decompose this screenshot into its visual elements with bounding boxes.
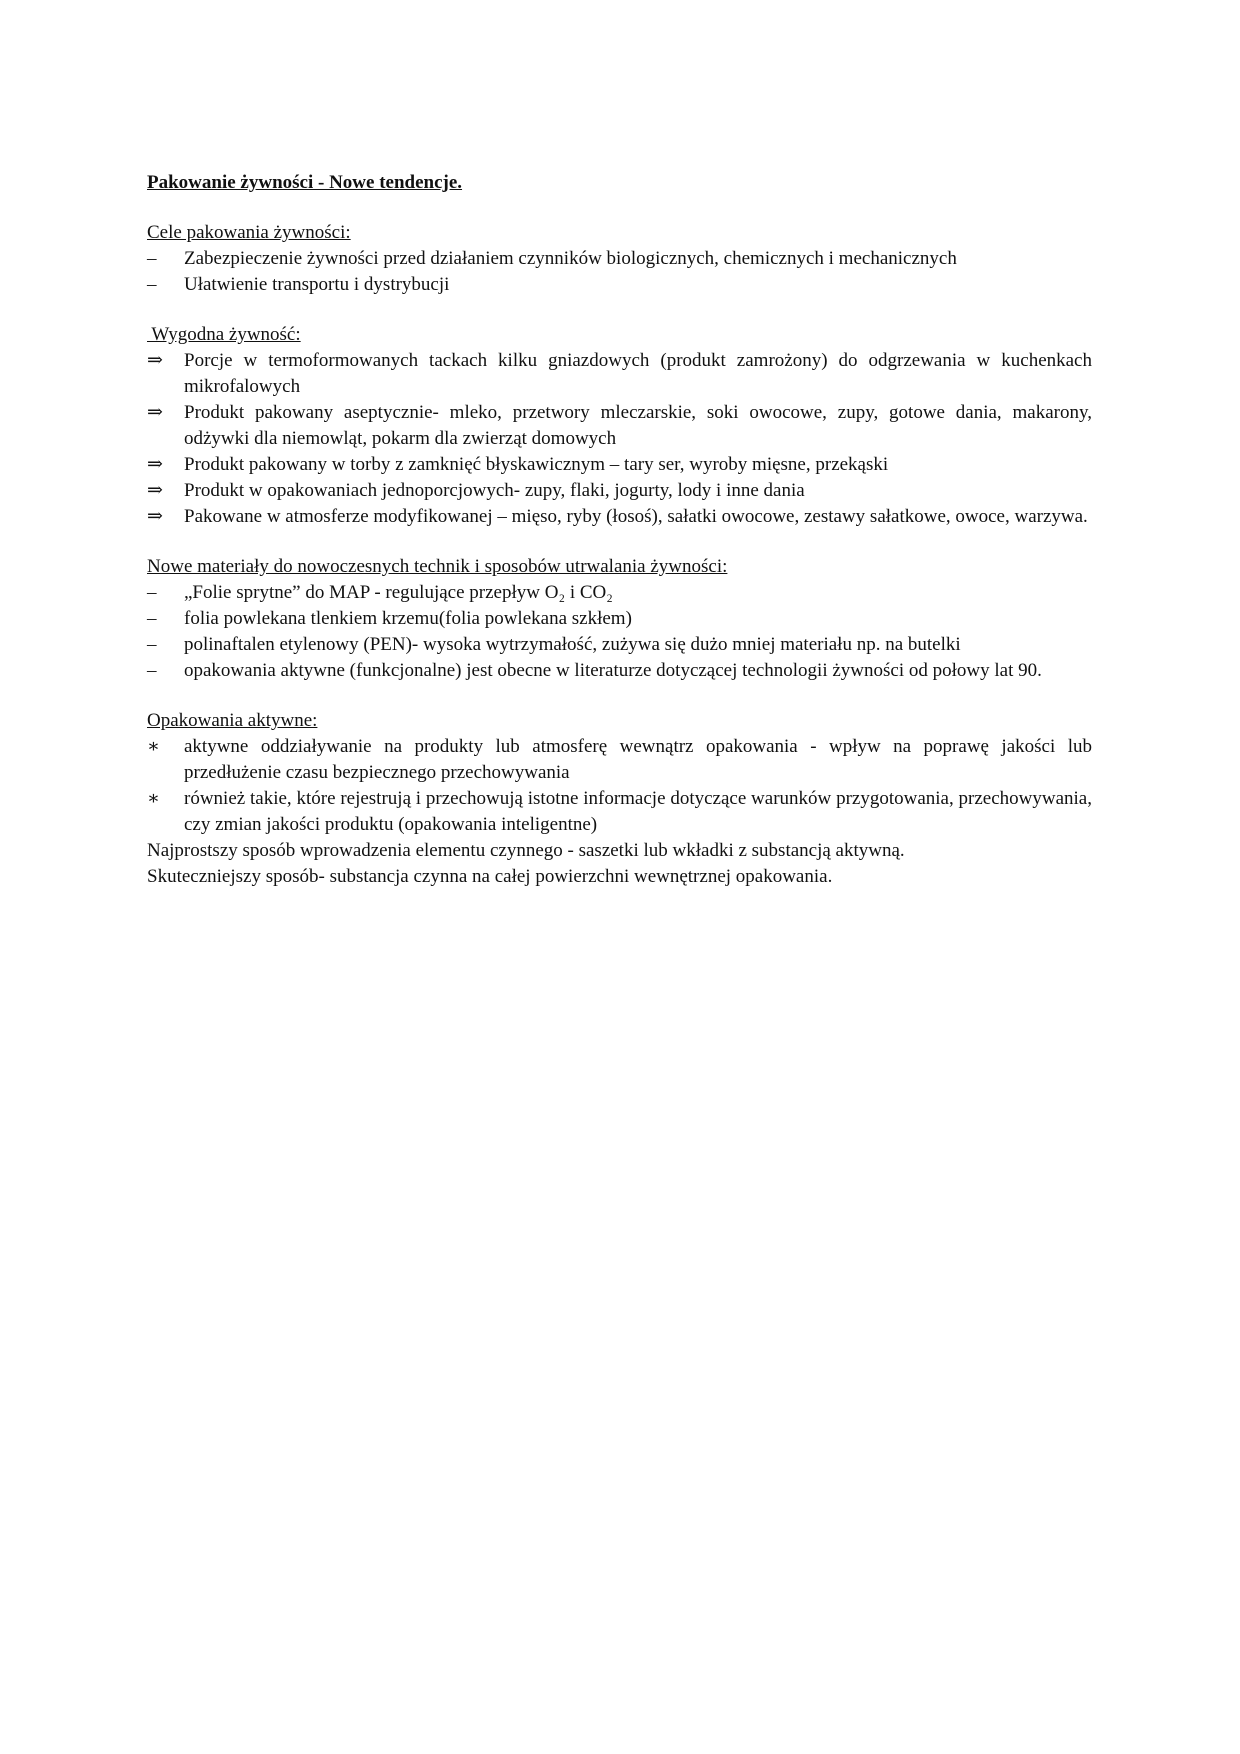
list-item	[147, 452, 1092, 478]
double-arrow-bullet-icon: ⇒	[147, 350, 163, 371]
document-title: Pakowanie żywności - Nowe tendencje.	[147, 172, 463, 193]
list-item-text: folia powlekana tlenkiem krzemu(folia powlekana szkłem)	[184, 608, 632, 629]
list-item	[147, 272, 1092, 298]
list-item-text: polinaftalen etylenowy (PEN)- wysoka wytrzymałość, zużywa się dużo mniej materiału np. na butelki	[184, 634, 961, 655]
list-item-text: Ułatwienie transportu i dystrybucji	[184, 274, 450, 295]
double-arrow-bullet-icon: ⇒	[147, 480, 163, 501]
list-item	[147, 632, 1092, 658]
section-cele-pakowania	[147, 220, 1092, 298]
dash-bullet-icon: –	[147, 660, 157, 681]
section-nowe-materialy	[147, 554, 1092, 684]
list-item-text: również takie, które rejestrują i przechowują istotne informacje dotyczące warunków przygotowania, przechowywania, czy zmian jakości produktu (opakowania inteligentne)	[184, 788, 1092, 835]
list-item-text: Produkt pakowany aseptycznie- mleko, przetwory mleczarskie, soki owocowe, zupy, gotowe dania, makarony, odżywki dla niemowląt, pokarm dla zwierząt domowych	[184, 402, 1092, 449]
section-heading: Nowe materiały do nowoczesnych technik i sposobów utrwalania żywności:	[147, 556, 728, 577]
list-item	[147, 348, 1092, 400]
list-item-text: aktywne oddziaływanie na produkty lub atmosferę wewnątrz opakowania - wpływ na poprawę jakości lub przedłużenie czasu bezpiecznego przechowywania	[184, 736, 1092, 783]
list-item	[147, 734, 1092, 786]
section-heading: Opakowania aktywne:	[147, 710, 318, 731]
list-item	[147, 400, 1092, 452]
list-item-text: Produkt pakowany w torby z zamknięć błyskawicznym – tary ser, wyroby mięsne, przekąski	[184, 454, 889, 475]
double-arrow-bullet-icon: ⇒	[147, 402, 163, 423]
dash-bullet-icon: –	[147, 582, 157, 603]
asterisk-bullet-icon: ∗	[147, 788, 160, 809]
closing-paragraph: Skuteczniejszy sposób- substancja czynna na całej powierzchni wewnętrznej opakowania.	[147, 866, 833, 887]
document-body	[147, 170, 1092, 890]
bullet-list	[147, 734, 1092, 838]
asterisk-bullet-icon: ∗	[147, 736, 160, 757]
list-item-text: Pakowane w atmosferze modyfikowanej – mięso, ryby (łosoś), sałatki owocowe, zestawy sałatkowe, owoce, warzywa.	[184, 506, 1088, 527]
section-opakowania-aktywne	[147, 708, 1092, 890]
double-arrow-bullet-icon: ⇒	[147, 506, 163, 527]
list-item	[147, 504, 1092, 530]
double-arrow-bullet-icon: ⇒	[147, 454, 163, 475]
dash-bullet-icon: –	[147, 634, 157, 655]
list-item-text: „Folie sprytne” do MAP - regulujące przepływ O₂ i CO₂	[184, 582, 613, 603]
dash-bullet-icon: –	[147, 248, 157, 269]
section-wygodna-zywnosc	[147, 322, 1092, 530]
bullet-list	[147, 580, 1092, 684]
list-item	[147, 606, 1092, 632]
list-item-text: opakowania aktywne (funkcjonalne) jest obecne w literaturze dotyczącej technologii żywności od połowy lat 90.	[184, 660, 1042, 681]
list-item	[147, 658, 1092, 684]
list-item	[147, 786, 1092, 838]
list-item-text: Produkt w opakowaniach jednoporcjowych- zupy, flaki, jogurty, lody i inne dania	[184, 480, 805, 501]
list-item	[147, 580, 1092, 606]
section-heading: Cele pakowania żywności:	[147, 222, 351, 243]
dash-bullet-icon: –	[147, 608, 157, 629]
closing-paragraph: Najprostszy sposób wprowadzenia elementu czynnego - saszetki lub wkładki z substancją aktywną.	[147, 840, 905, 861]
list-item	[147, 246, 1092, 272]
section-heading: Wygodna żywność:	[147, 324, 301, 345]
bullet-list	[147, 246, 1092, 298]
list-item-text: Porcje w termoformowanych tackach kilku gniazdowych (produkt zamrożony) do odgrzewania w kuchenkach mikrofalowych	[184, 350, 1092, 397]
bullet-list	[147, 348, 1092, 530]
dash-bullet-icon: –	[147, 274, 157, 295]
list-item	[147, 478, 1092, 504]
list-item-text: Zabezpieczenie żywności przed działaniem czynników biologicznych, chemicznych i mechanicznych	[184, 248, 957, 269]
